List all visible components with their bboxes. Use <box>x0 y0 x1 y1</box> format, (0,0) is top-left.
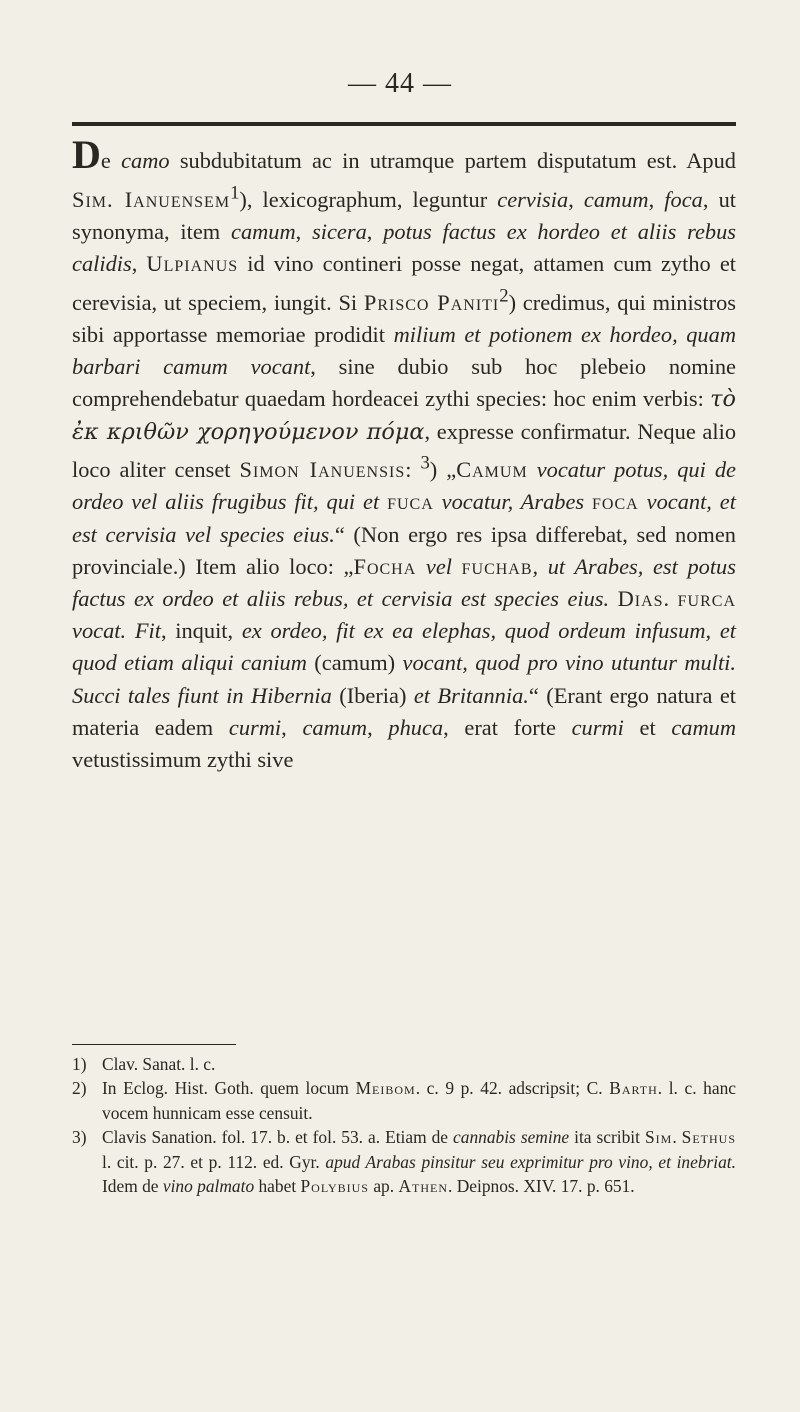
main-text <box>72 132 737 776</box>
small-caps-run: Prisco Paniti <box>363 289 500 315</box>
italic-run: sicera <box>312 218 367 244</box>
footnote-ref: 2 <box>499 285 509 307</box>
footnote-3 <box>72 1125 736 1198</box>
small-caps-run: Sim <box>644 1127 673 1148</box>
small-caps-run: Athen <box>398 1176 449 1197</box>
small-caps-run: fuchab <box>461 553 533 579</box>
footnote-2-mark: 2) <box>72 1078 87 1099</box>
italic-run: camo <box>121 148 170 173</box>
italic-run: camum <box>302 714 368 740</box>
italic-run: foca <box>664 186 703 212</box>
italic-run: et Britannia. <box>413 682 529 708</box>
small-caps-run: fuca <box>387 489 434 515</box>
small-caps-run: Meibom <box>355 1078 416 1099</box>
footnote-3-mark: 3) <box>72 1127 87 1148</box>
small-caps-run: Focha <box>353 553 417 579</box>
drop-initial: D <box>72 132 101 177</box>
greek-run: τὸ ἐκ κριθῶν χορηγούμενον πόμα <box>72 386 736 445</box>
small-caps-run: Sim. Ianuensem <box>72 186 231 212</box>
italic-run: camum <box>231 218 296 244</box>
italic-run: vino palmato <box>162 1176 255 1197</box>
italic-run: vel <box>425 553 462 579</box>
footnote-rule <box>72 1044 236 1045</box>
footnotes <box>72 1052 736 1198</box>
small-caps-run: foca <box>592 489 639 515</box>
small-caps-run: Polybius <box>300 1176 369 1197</box>
small-caps-run: Camum <box>456 457 528 483</box>
italic-run: curmi <box>571 714 624 740</box>
main-paragraph-text: e camo subdubitatum ac in utramque partem disputatum est. Apud Sim. Ianuensem$^1$), lexicographum, leguntur cervisia, camum, foca, ut synonyma, item camum, sicera, potus factus ex hordeo et aliis rebus calidis, Ulpianus id vino contineri posse negat, attamen cum zytho et cerevisia, ut speciem, iungit. Si Prisco Paniti$^2$) credimus, qui ministros sibi apportasse memoriae prodidit milium et potionem ex hordeo, quam barbari camum vocant, sine dubio sub hoc plebeio nomine comprehendebatur quaedam hordeacei zythi species: hoc enim verbis: τὸ ἐκ κριθῶν χορηγούμενον πόμα, expresse confirmatur. Neque alio loco aliter censet Simon Ianuensis: $^3$) „Camum vocatur potus, qui de ordeo vel aliis frugibus fit, qui et fuca vocatur, Arabes foca vocant, et est cervisia vel species eius.“ (Non ergo res ipsa differebat, sed nomen provinciale.) Item alio loco: „Focha vel fuchab, ut Arabes, est potus factus ex ordeo et aliis rebus, et cervisia est species eius. Dias. furca vocat. Fit, inquit, ex ordeo, fit ex ea elephas, quod ordeum infusum, et quod etiam aliqui canium (camum) vocant, quod pro vino utuntur multi. Succi tales fiunt in Hibernia (Iberia) et Britannia.“ (Erant ergo natura et materia eadem curmi, camum, phuca, erat forte curmi et camum vetustissimum zythi sive <box>72 148 737 773</box>
footnote-2-text: In Eclog. Hist. Goth. quem locum Meibom. c. 9 p. 42. adscripsit; C. Barth. l. c. hanc vocem hunnicam esse censuit. <box>102 1078 736 1123</box>
footnote-1 <box>72 1052 736 1076</box>
italic-run: apud Arabas pinsitur seu exprimitur pro vino, et inebriat. <box>325 1151 736 1172</box>
small-caps-run: Ulpianus <box>146 251 239 277</box>
italic-run: vocatur potus, qui de ordeo vel aliis frugibus fit, qui et <box>72 457 736 515</box>
footnote-ref: 1 <box>230 182 240 204</box>
italic-run: milium et potionem ex hordeo, quam barbari camum vocant <box>72 321 736 380</box>
footnote-2 <box>72 1076 736 1125</box>
italic-run: potus factus ex hordeo et aliis rebus calidis <box>72 218 736 277</box>
italic-run: vocatur, Arabes <box>441 489 593 515</box>
main-paragraph <box>72 132 737 776</box>
italic-run: , ut Arabes, est potus factus ex ordeo et aliis rebus, et cervisia est species eius. <box>72 553 736 612</box>
footnote-ref: 3 <box>420 452 430 474</box>
footnote-1-mark: 1) <box>72 1054 87 1074</box>
italic-run: cervisia <box>497 186 569 212</box>
italic-run: ex ordeo, fit ex ea elephas, quod ordeum infusum, et quod etiam aliqui canium <box>72 618 736 676</box>
small-caps-run: Simon Ianuensis <box>239 457 406 483</box>
small-caps-run: furca <box>677 586 736 612</box>
italic-run: camum <box>671 714 737 740</box>
small-caps-run: Barth <box>609 1078 658 1099</box>
italic-run: vocat. Fit <box>72 618 161 644</box>
italic-run: phuca <box>388 714 444 740</box>
italic-run: camum <box>583 186 649 212</box>
page-number: — 44 — <box>348 68 452 99</box>
small-caps-run: Dias <box>617 586 664 612</box>
top-rule <box>72 122 736 126</box>
italic-run: curmi <box>228 714 282 740</box>
italic-run: vocant, et est cervisia vel species eius. <box>72 489 736 547</box>
italic-run: vocant, quod pro vino utuntur multi. Succi tales fiunt in Hibernia <box>72 650 736 708</box>
italic-run: cannabis semine <box>453 1127 570 1148</box>
footnote-3-text: Clavis Sanation. fol. 17. b. et fol. 53. a. Etiam de cannabis semine ita scribit Sim. Sethus l. cit. p. 27. et p. 112. ed. Gyr. apud Arabas pinsitur seu exprimitur pro vino, et inebriat. Idem de vino palmato habet Polybius ap. Athen. Deipnos. XIV. 17. p. 651. <box>102 1127 736 1197</box>
small-caps-run: Sethus <box>681 1127 736 1148</box>
footnote-1-text: Clav. Sanat. l. c. <box>102 1054 216 1074</box>
